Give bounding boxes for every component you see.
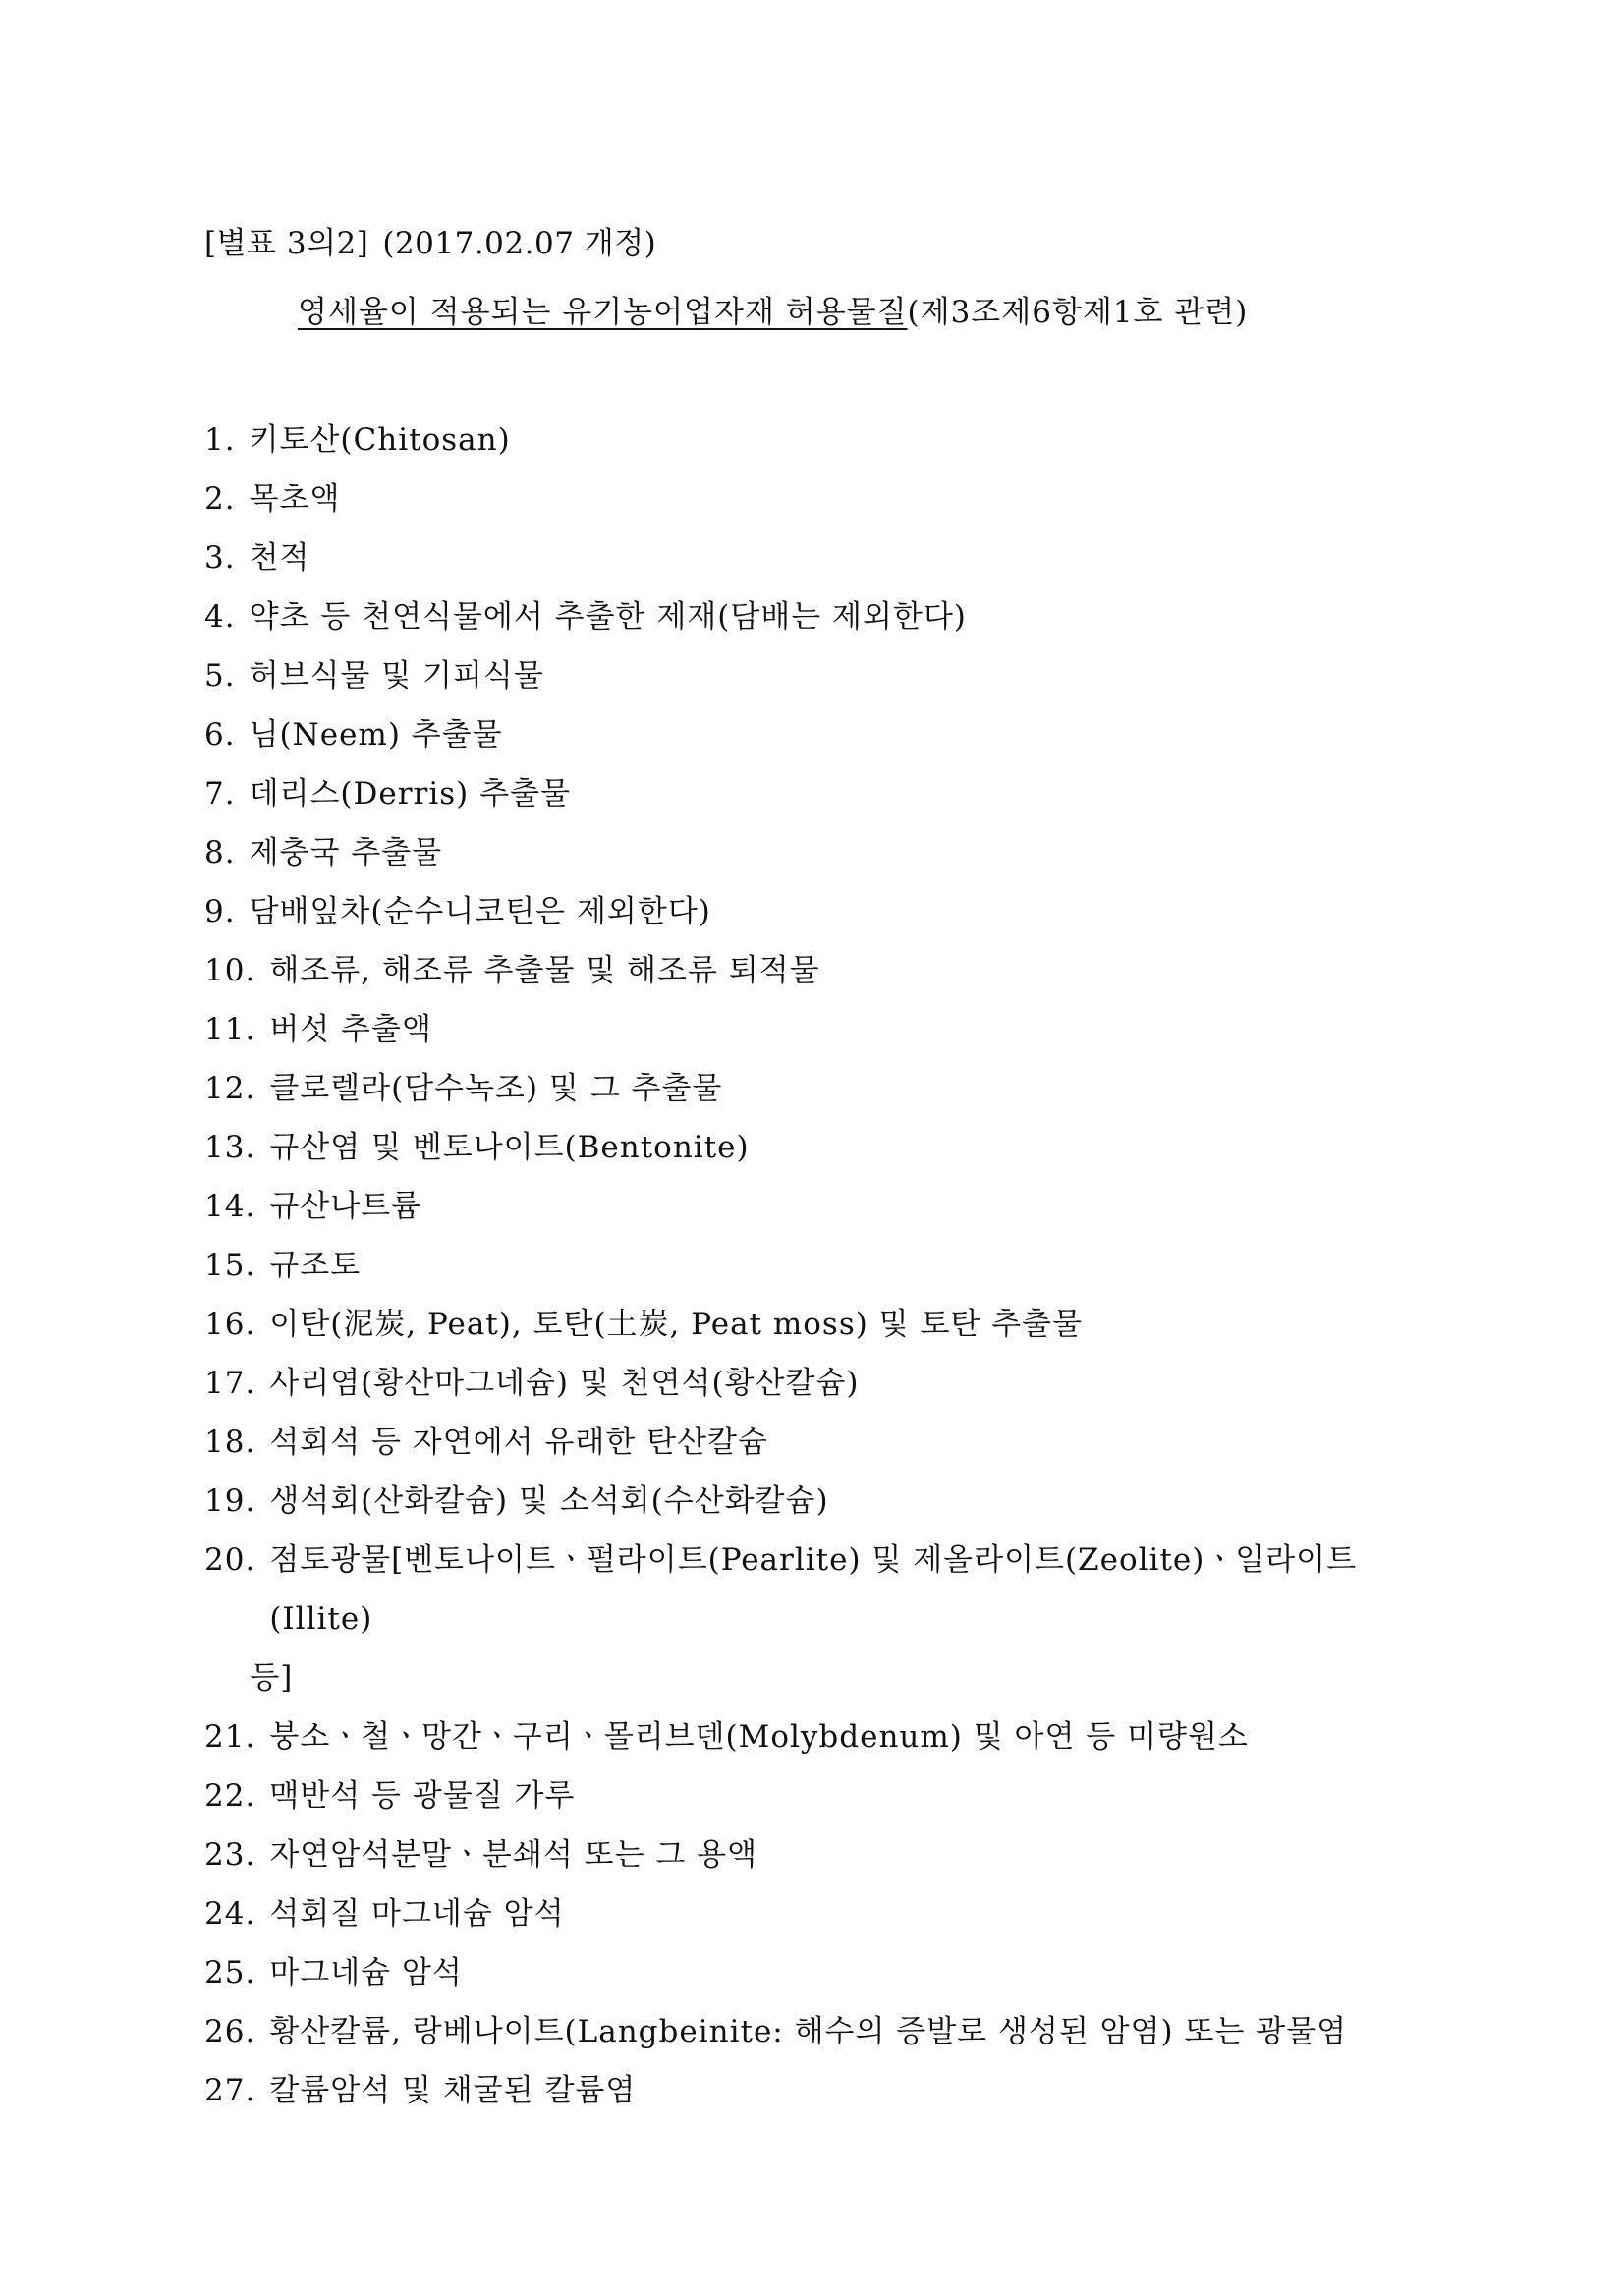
item-number: 1. bbox=[204, 422, 236, 458]
item-text: 담배잎차(순수니코틴은 제외한다) bbox=[249, 894, 711, 929]
list-item bbox=[204, 823, 1442, 882]
item-text: 사리염(황산마그네슘) 및 천연석(황산칼슘) bbox=[269, 1366, 860, 1401]
item-text: 데리스(Derris) 추출물 bbox=[249, 776, 571, 812]
item-text: 규산염 및 벤토나이트(Bentonite) bbox=[269, 1130, 750, 1165]
item-number: 19. bbox=[204, 1484, 256, 1519]
item-text: 석회석 등 자연에서 유래한 탄산칼슘 bbox=[269, 1425, 768, 1460]
item-number: 23. bbox=[204, 1837, 256, 1873]
list-item bbox=[204, 1000, 1442, 1059]
list-item bbox=[204, 1177, 1442, 1236]
item-text: 규조토 bbox=[269, 1248, 362, 1283]
item-number: 12. bbox=[204, 1071, 256, 1106]
item-number: 2. bbox=[204, 481, 236, 517]
list-item bbox=[204, 1708, 1442, 1766]
item-text: 석회질 마그네슘 암석 bbox=[269, 1896, 565, 1932]
list-item bbox=[204, 705, 1442, 764]
item-number: 21. bbox=[204, 1719, 256, 1755]
document-title bbox=[298, 287, 1248, 331]
document-title-main: 영세율이 적용되는 유기농어업자재 허용물질 bbox=[298, 295, 908, 330]
item-text: 점토광물[벤토나이트ㆍ펄라이트(Pearlite) 및 제올라이트(Zeolite)ㆍ일라이트(Illite) bbox=[269, 1542, 1358, 1637]
list-item bbox=[204, 1059, 1442, 1118]
item-number: 18. bbox=[204, 1425, 256, 1460]
item-text: 붕소ㆍ철ㆍ망간ㆍ구리ㆍ몰리브덴(Molybdenum) 및 아연 등 미량원소 bbox=[269, 1719, 1249, 1755]
revision-date: (2017.02.07 개정) bbox=[382, 226, 657, 261]
list-item bbox=[204, 588, 1442, 646]
list-item bbox=[204, 1413, 1442, 1472]
item-text: 클로렐라(담수녹조) 및 그 추출물 bbox=[269, 1071, 723, 1106]
item-number: 4. bbox=[204, 599, 236, 635]
item-text-wrapper bbox=[250, 1531, 1442, 1708]
list-item bbox=[204, 1766, 1442, 1825]
list-item bbox=[204, 1825, 1442, 1884]
item-number: 10. bbox=[204, 953, 256, 988]
item-text: 마그네슘 암석 bbox=[269, 1955, 463, 1990]
list-item bbox=[204, 764, 1442, 823]
list-item bbox=[204, 470, 1442, 529]
item-number: 6. bbox=[204, 717, 236, 753]
item-text: 맥반석 등 광물질 가루 bbox=[269, 1778, 576, 1814]
list-item bbox=[204, 2061, 1442, 2120]
list-item bbox=[204, 646, 1442, 705]
list-item bbox=[204, 1236, 1442, 1295]
list-item bbox=[204, 882, 1442, 941]
item-text: 황산칼륨, 랑베나이트(Langbeinite: 해수의 증발로 생성된 암염) 또는 광물염 bbox=[269, 2014, 1348, 2049]
item-number: 25. bbox=[204, 1955, 256, 1990]
list-item bbox=[204, 1118, 1442, 1177]
item-text: 허브식물 및 기피식물 bbox=[249, 658, 544, 694]
item-number: 13. bbox=[204, 1130, 256, 1165]
list-item bbox=[204, 941, 1442, 1000]
item-text: 칼륨암석 및 채굴된 칼륨염 bbox=[269, 2073, 637, 2108]
item-text: 제충국 추출물 bbox=[249, 835, 443, 870]
item-number: 8. bbox=[204, 835, 236, 870]
item-text: 천적 bbox=[249, 540, 310, 576]
item-number: 5. bbox=[204, 658, 236, 694]
item-text: 자연암석분말ㆍ분쇄석 또는 그 용액 bbox=[269, 1837, 758, 1873]
list-item bbox=[204, 2002, 1442, 2061]
item-text: 님(Neem) 추출물 bbox=[249, 717, 503, 753]
list-item bbox=[204, 1531, 1442, 1708]
item-number: 16. bbox=[204, 1307, 256, 1342]
list-item bbox=[204, 1472, 1442, 1531]
item-number: 11. bbox=[204, 1012, 256, 1047]
list-item bbox=[204, 1884, 1442, 1943]
item-number: 22. bbox=[204, 1778, 256, 1814]
item-text: 버섯 추출액 bbox=[269, 1012, 432, 1047]
item-number: 3. bbox=[204, 540, 236, 576]
document-title-reference: (제3조제6항제1호 관련) bbox=[907, 295, 1249, 330]
item-text: 키토산(Chitosan) bbox=[249, 422, 511, 458]
substance-list bbox=[204, 411, 1442, 2120]
item-text: 규산나트륨 bbox=[269, 1189, 422, 1224]
item-number: 7. bbox=[204, 776, 236, 812]
item-number: 17. bbox=[204, 1366, 256, 1401]
item-number: 24. bbox=[204, 1896, 256, 1932]
item-number: 15. bbox=[204, 1248, 256, 1283]
item-text-continuation: 등] bbox=[250, 1660, 294, 1696]
item-text: 생석회(산화칼슘) 및 소석회(수산화칼슘) bbox=[269, 1484, 829, 1519]
item-number: 26. bbox=[204, 2014, 256, 2049]
item-text: 목초액 bbox=[249, 481, 341, 517]
item-number: 9. bbox=[204, 894, 236, 929]
list-item bbox=[204, 411, 1442, 470]
list-item bbox=[204, 1943, 1442, 2002]
item-text: 해조류, 해조류 추출물 및 해조류 퇴적물 bbox=[269, 953, 820, 988]
item-number: 14. bbox=[204, 1189, 256, 1224]
item-text: 약초 등 천연식물에서 추출한 제재(담배는 제외한다) bbox=[249, 599, 967, 635]
list-item bbox=[204, 1295, 1442, 1354]
list-item bbox=[204, 1354, 1442, 1413]
item-text: 이탄(泥炭, Peat), 토탄(土炭, Peat moss) 및 토탄 추출물 bbox=[269, 1307, 1084, 1342]
item-number: 20. bbox=[204, 1542, 256, 1578]
document-header bbox=[204, 218, 656, 262]
item-number: 27. bbox=[204, 2073, 256, 2108]
table-reference: [별표 3의2] bbox=[204, 226, 369, 261]
list-item bbox=[204, 529, 1442, 588]
